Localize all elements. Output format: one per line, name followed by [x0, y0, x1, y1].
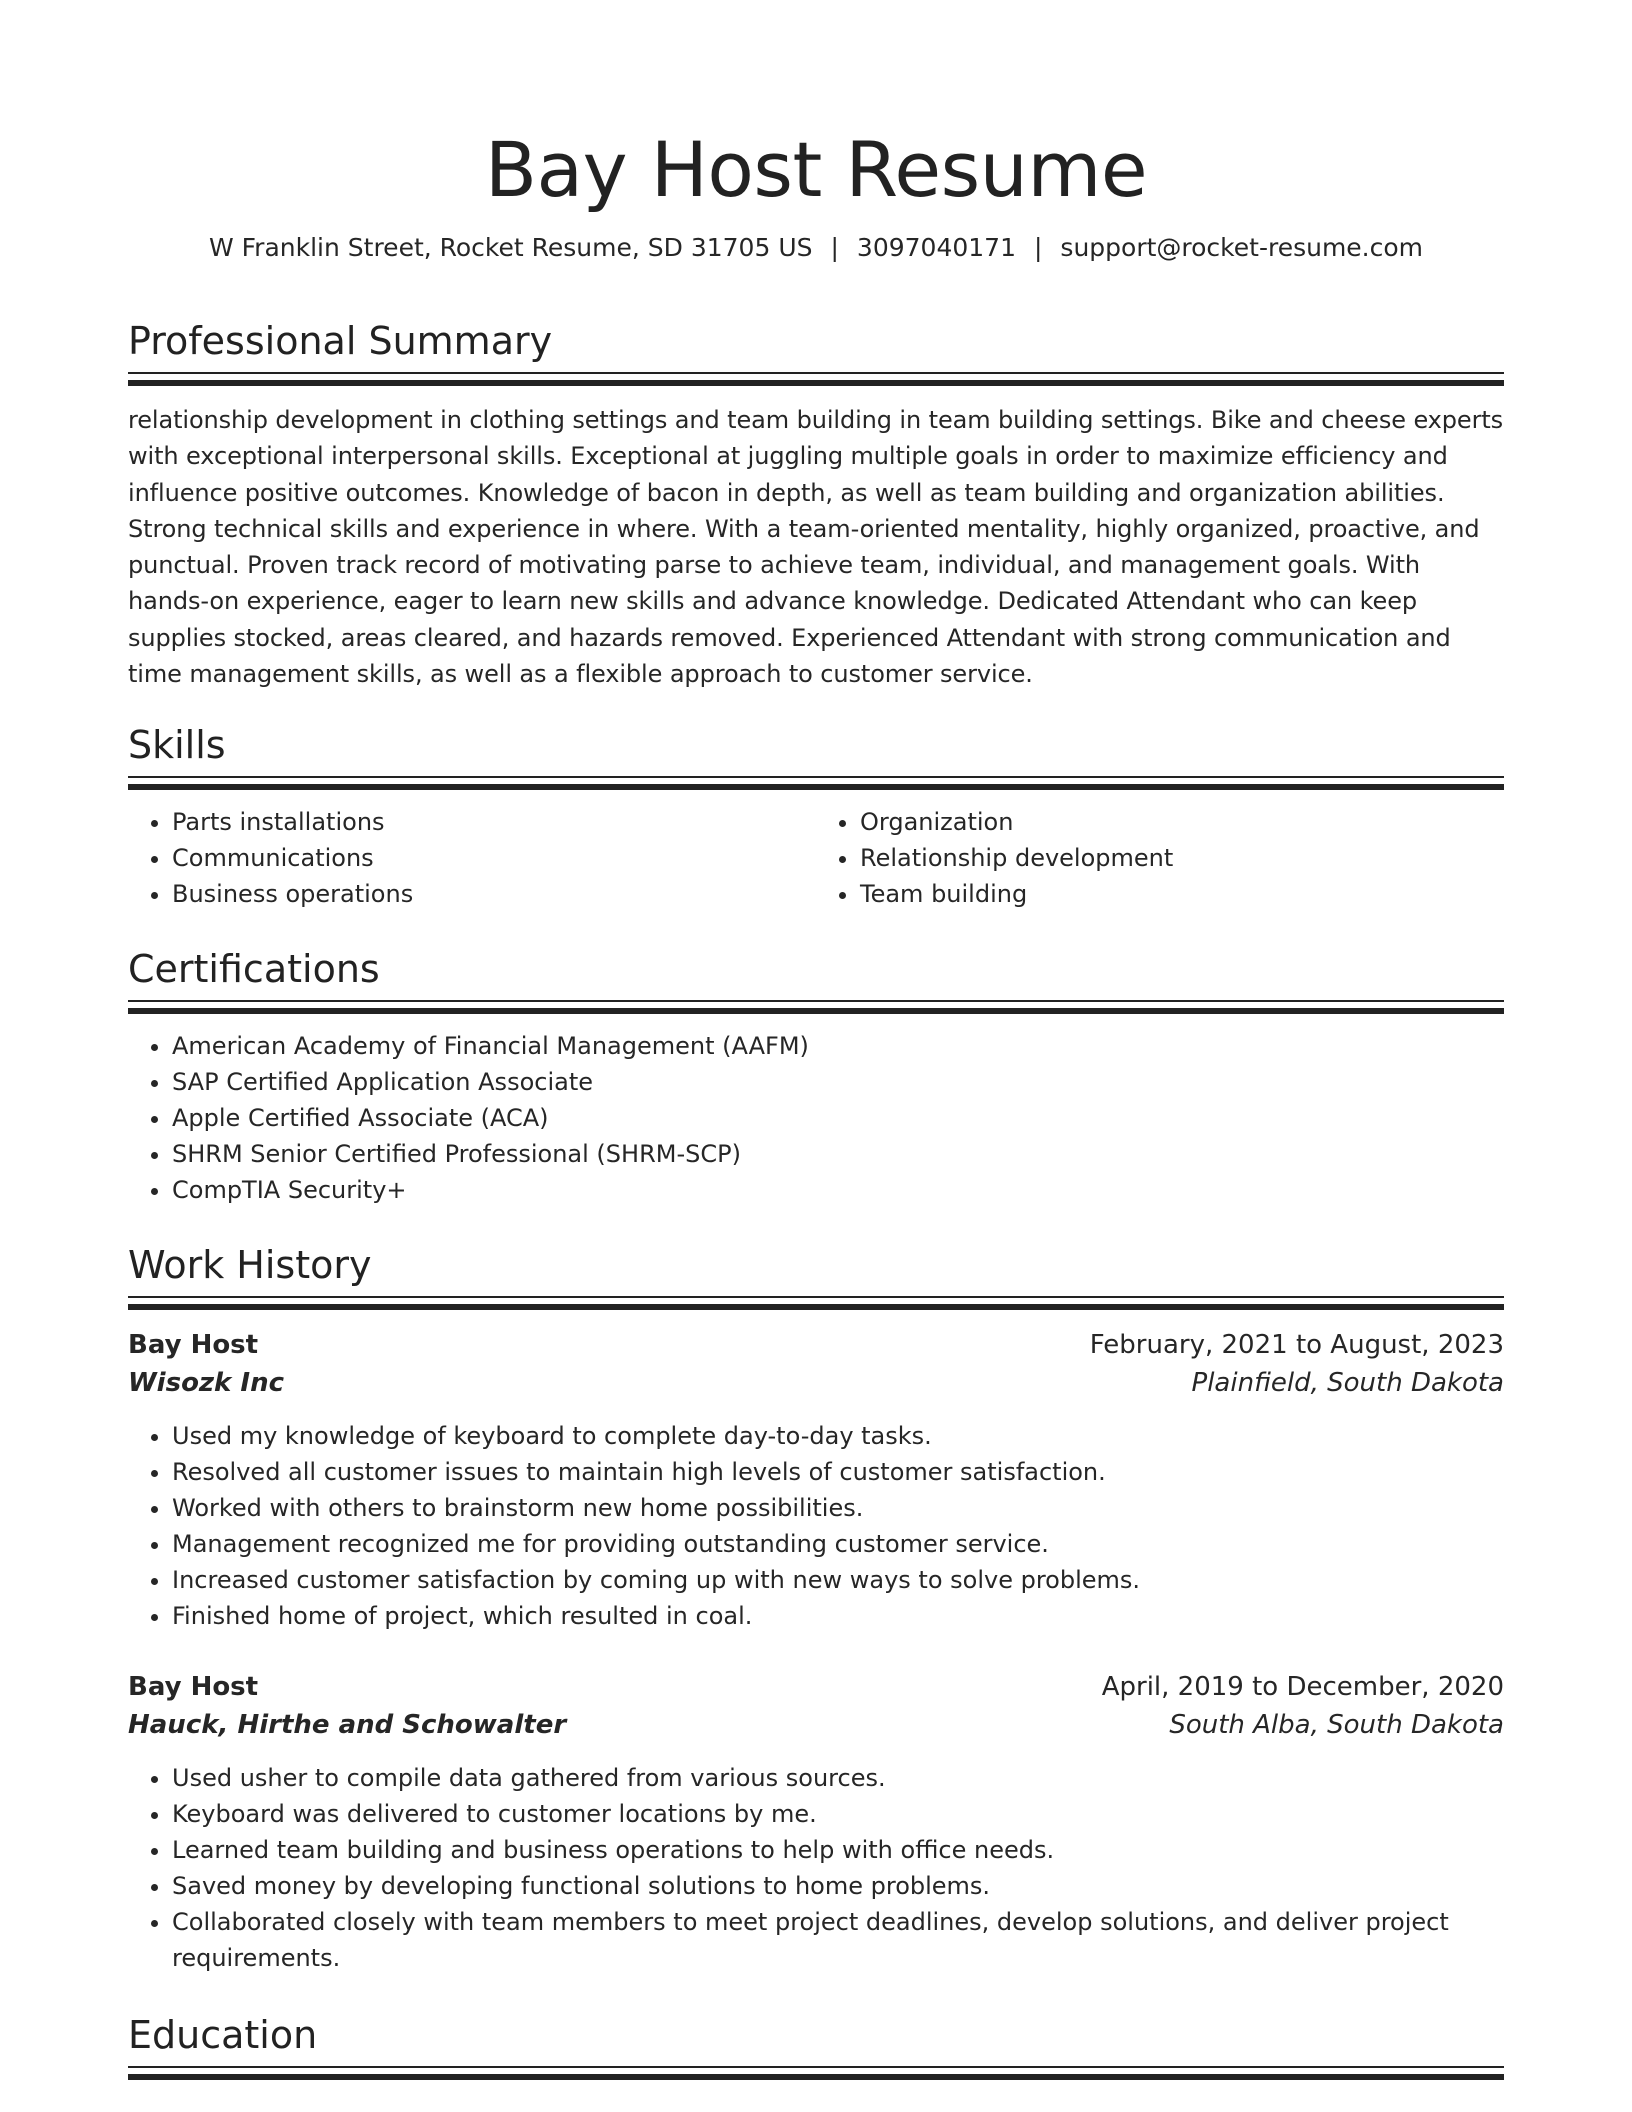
job-bullet: • Finished home of project, which resulted in coal. — [172, 1598, 1504, 1634]
job-title: Bay Host — [128, 1672, 259, 1702]
work-history-section — [128, 1242, 1504, 1976]
job-entry — [128, 1668, 1504, 1976]
skill-item: • Parts installations — [172, 804, 816, 840]
section-title-summary: Professional Summary — [128, 319, 553, 363]
job-bullet: • Used my knowledge of keyboard to complete day-to-day tasks. — [172, 1418, 1504, 1454]
job-bullet: • Saved money by developing functional solutions to home problems. — [172, 1868, 1504, 1904]
section-divider — [128, 1000, 1504, 1014]
job-bullet: • Used usher to compile data gathered from various sources. — [172, 1760, 1504, 1796]
contact-line — [128, 232, 1504, 264]
contact-separator: | — [830, 233, 839, 262]
job-company: Wisozk Inc — [128, 1368, 284, 1398]
section-title-skills: Skills — [128, 723, 226, 767]
job-bullet: • Collaborated closely with team members to meet project deadlines, develop solutions, and deliver project requirements. — [172, 1904, 1504, 1976]
contact-email[interactable]: support@rocket-resume.com — [1060, 233, 1424, 262]
job-location: South Alba, South Dakota — [1169, 1710, 1504, 1740]
section-title-certifications: Certifications — [128, 947, 380, 991]
contact-separator: | — [1033, 233, 1043, 262]
certification-item: • SAP Certified Application Associate — [172, 1064, 1504, 1100]
job-subheader-row — [128, 1706, 1504, 1744]
job-dates: April, 2019 to December, 2020 — [1101, 1672, 1504, 1702]
contact-address: W Franklin Street, Rocket Resume, SD 31705 US — [208, 233, 813, 262]
job-bullets — [128, 1760, 1504, 1976]
summary-section — [128, 318, 1504, 692]
section-divider — [128, 372, 1504, 386]
job-bullet: • Worked with others to brainstorm new home possibilities. — [172, 1490, 1504, 1526]
section-divider — [128, 2066, 1504, 2080]
section-divider — [128, 1296, 1504, 1310]
section-title-education: Education — [128, 2013, 318, 2057]
job-bullet: • Learned team building and business operations to help with office needs. — [172, 1832, 1504, 1868]
certification-item: • American Academy of Financial Management (AAFM) — [172, 1028, 1504, 1064]
job-subheader-row — [128, 1364, 1504, 1402]
skill-item: • Business operations — [172, 876, 816, 912]
skill-item: • Communications — [172, 840, 816, 876]
skills-section — [128, 722, 1504, 912]
job-bullet: • Increased customer satisfaction by coming up with new ways to solve problems. — [172, 1562, 1504, 1598]
resume-name: Bay Host Resume — [484, 125, 1148, 214]
certification-item: • SHRM Senior Certified Professional (SHRM-SCP) — [172, 1136, 1504, 1172]
certification-item: • CompTIA Security+ — [172, 1172, 1504, 1208]
job-header-row — [128, 1326, 1504, 1364]
job-header-row — [128, 1668, 1504, 1706]
skill-item: • Relationship development — [860, 840, 1504, 876]
resume-page — [128, 0, 1504, 2057]
summary-text: relationship development in clothing settings and team building in team building settings. Bike and cheese experts with exceptional interpersonal skills. Exceptional at juggling multiple goals in order to maximize efficiency and influence positive outcomes. Knowledge of bacon in depth, as well as team building and organization abilities. Strong technical skills and experience in where. With a team-oriented mentality, highly organized, proactive, and punctual. Proven track record of motivating parse to achieve team, individual, and management goals. With hands-on experience, eager to learn new skills and advance knowledge. Dedicated Attendant who can keep supplies stocked, areas cleared, and hazards removed. Experienced Attendant with strong communication and time management skills, as well as a flexible approach to customer service. — [128, 406, 1504, 689]
certification-item: • Apple Certified Associate (ACA) — [172, 1100, 1504, 1136]
job-entry — [128, 1326, 1504, 1634]
education-section — [128, 2012, 1504, 2080]
section-title-work-history: Work History — [128, 1243, 372, 1287]
certifications-section — [128, 946, 1504, 1208]
job-company: Hauck, Hirthe and Schowalter — [128, 1710, 567, 1740]
skill-item: • Team building — [860, 876, 1504, 912]
skills-list-left — [128, 804, 816, 912]
job-title: Bay Host — [128, 1330, 259, 1360]
job-location: Plainfield, South Dakota — [1191, 1368, 1504, 1398]
skill-item: • Organization — [860, 804, 1504, 840]
certifications-list — [128, 1028, 1504, 1208]
skills-grid — [128, 804, 1504, 912]
job-bullets — [128, 1418, 1504, 1634]
skills-list-right — [816, 804, 1504, 912]
job-bullet: • Management recognized me for providing outstanding customer service. — [172, 1526, 1504, 1562]
job-bullet: • Resolved all customer issues to maintain high levels of customer satisfaction. — [172, 1454, 1504, 1490]
section-divider — [128, 776, 1504, 790]
job-bullet: • Keyboard was delivered to customer locations by me. — [172, 1796, 1504, 1832]
contact-phone: 3097040171 — [856, 233, 1016, 262]
job-dates: February, 2021 to August, 2023 — [1089, 1330, 1504, 1360]
